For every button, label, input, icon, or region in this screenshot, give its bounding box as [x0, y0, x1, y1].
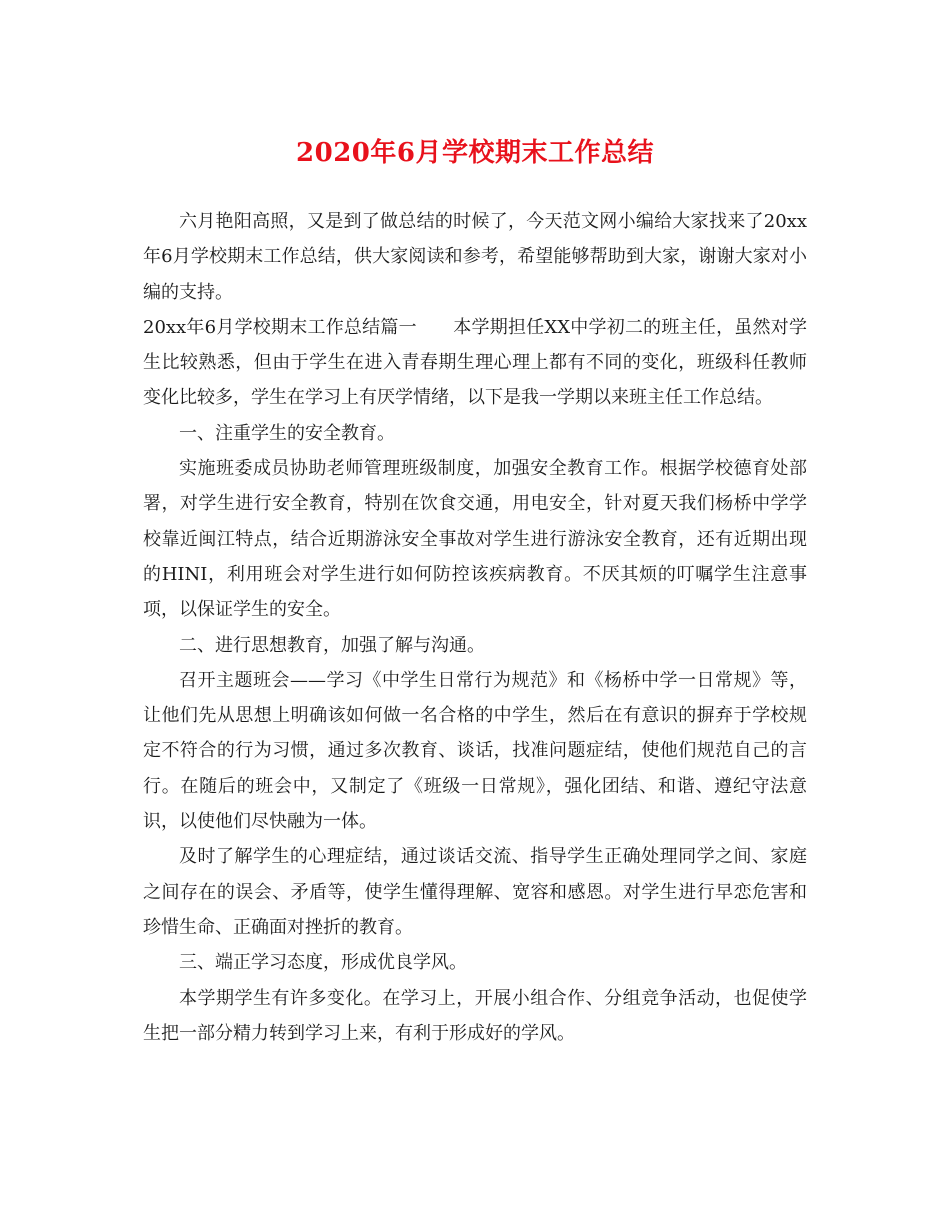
section-heading-safety: 一、注重学生的安全教育。 — [179, 422, 395, 444]
intro-paragraph: 六月艳阳高照，又是到了做总结的时候了，今天范文网小编给大家找来了20xx年6月学校期末工作总结，供大家阅读和参考，希望能够帮助到大家，谢谢大家对小编的支持。 — [143, 211, 807, 303]
safety-paragraph: 实施班委成员协助老师管理班级制度，加强安全教育工作。根据学校德育处部署，对学生进行安全教育，特别在饮食交通，用电安全，针对夏天我们杨桥中学学校靠近闽江特点，结合近期游泳安全事故对学生进行游泳安全教育，还有近期出现的HINI，利用班会对学生进行如何防控该疾病教育。不厌其烦的叮嘱学生注意事项，以保证学生的安全。 — [143, 458, 807, 621]
psychology-paragraph: 及时了解学生的心理症结，通过谈话交流、指导学生正确处理同学之间、家庭之间存在的误会、矛盾等，使学生懂得理解、宽容和感恩。对学生进行早恋危害和珍惜生命、正确面对挫折的教育。 — [143, 846, 807, 938]
part-one-lead: 本学期担任XX中学初二的班主任，虽然对学生比较熟悉，但由于学生在进入青春期生理心理上都有不同的变化，班级科任教师变化比较多，学生在学习上有厌学情绪，以下是我一学期以来班主任工作总结。 — [143, 316, 807, 409]
section-heading-part-one — [143, 310, 807, 416]
study-paragraph: 本学期学生有许多变化。在学习上，开展小组合作、分组竞争活动，也促使学生把一部分精力转到学习上来，有利于形成好的学风。 — [143, 987, 807, 1044]
part-one-title: 20xx年6月学校期末工作总结篇一 — [143, 316, 417, 338]
ideology-paragraph: 召开主题班会——学习《中学生日常行为规范》和《杨桥中学一日常规》等，让他们先从思想上明确该如何做一名合格的中学生，然后在有意识的摒弃于学校规定不符合的行为习惯，通过多次教育、谈话，找准问题症结，使他们规范自己的言行。在随后的班会中，又制定了《班级一日常规》，强化团结、和谐、遵纪守法意识，以使他们尽快融为一体。 — [143, 669, 807, 833]
document-title: 2020年6月学校期末工作总结 — [296, 138, 654, 168]
section-heading-ideology: 二、进行思想教育，加强了解与沟通。 — [179, 634, 485, 656]
document-body — [143, 204, 807, 1051]
section-heading-study: 三、端正学习态度，形成优良学风。 — [179, 952, 467, 974]
